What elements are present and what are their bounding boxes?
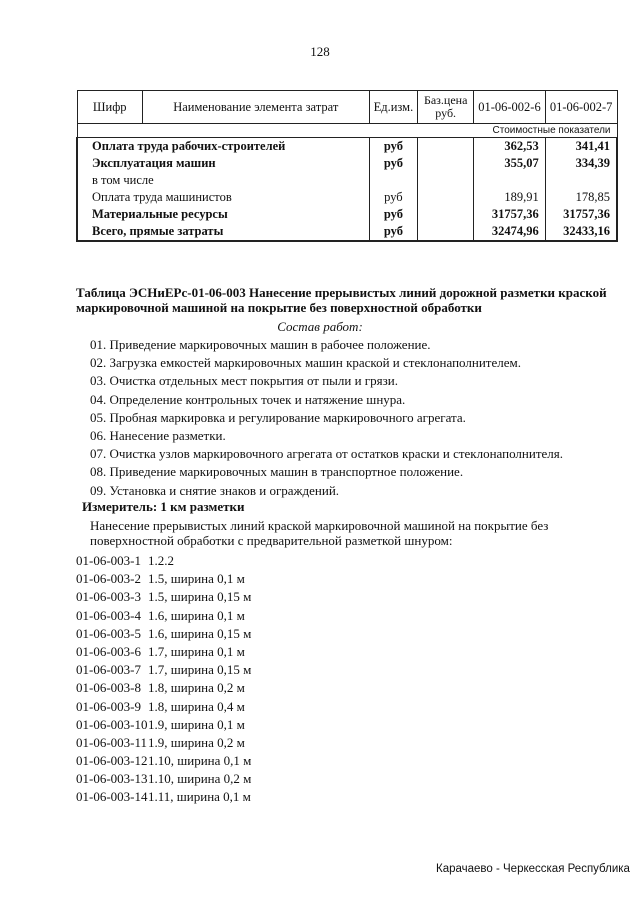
code-text: 1.10, ширина 0,2 м	[148, 771, 252, 787]
code-id: 01-06-003-3	[76, 589, 141, 605]
row-value-1: 31757,36	[474, 206, 546, 223]
row-value-2: 32433,16	[545, 223, 617, 241]
header-base-price-line1: Баз.цена	[423, 93, 468, 107]
header-base-price	[418, 91, 474, 124]
code-id: 01-06-003-4	[76, 607, 141, 623]
work-item: 04. Определение контрольных точек и натяжение шнура.	[90, 391, 406, 407]
cost-table	[76, 90, 618, 242]
code-id: 01-06-003-9	[76, 698, 141, 714]
code-row	[76, 788, 251, 806]
code-row	[76, 679, 251, 697]
cost-table-body	[77, 138, 617, 242]
row-name: Всего, прямые затраты	[77, 223, 369, 241]
code-text: 1.6, ширина 0,1 м	[148, 607, 245, 623]
row-value-1: 362,53	[474, 138, 546, 156]
row-value-2	[545, 172, 617, 189]
code-row	[76, 552, 251, 570]
row-unit: руб	[369, 189, 418, 206]
code-text: 1.7, ширина 0,1 м	[148, 643, 245, 659]
row-value-1	[474, 172, 546, 189]
measure: Измеритель: 1 км разметки	[82, 499, 245, 514]
code-id: 01-06-003-5	[76, 625, 141, 641]
section-title: Таблица ЭСНиЕРс-01-06-003 Нанесение прерывистых линий дорожной разметки краской маркировочной машиной на покрытие без поверхностной обработки	[76, 285, 607, 315]
row-value-2: 178,85	[545, 189, 617, 206]
row-base-price	[418, 206, 474, 223]
code-id: 01-06-003-6	[76, 643, 141, 659]
work-item: 02. Загрузка емкостей маркировочных машин краской и стеклонаполнителем.	[90, 355, 521, 371]
code-row	[76, 734, 251, 752]
row-value-2: 334,39	[545, 155, 617, 172]
code-row	[76, 625, 251, 643]
work-item: 07. Очистка узлов маркировочного агрегата от остатков краски и стеклонаполнителя.	[90, 446, 564, 462]
code-id: 01-06-003-14	[76, 789, 148, 805]
work-item: 03. Очистка отдельных мест покрытия от пыли и грязи.	[90, 373, 398, 389]
code-row	[76, 698, 251, 716]
code-text: 1.11, ширина 0,1 м	[148, 789, 251, 805]
code-text: 1.7, ширина 0,15 м	[148, 662, 252, 678]
row-unit	[369, 172, 418, 189]
row-unit: руб	[369, 138, 418, 156]
code-row	[76, 752, 251, 770]
table-row	[77, 155, 617, 172]
row-name: Материальные ресурсы	[77, 206, 369, 223]
work-item: 09. Установка и снятие знаков и ограждений.	[90, 482, 340, 498]
code-row	[76, 607, 251, 625]
codes-list	[76, 552, 251, 807]
code-row	[76, 643, 251, 661]
code-row	[76, 716, 251, 734]
code-id: 01-06-003-13	[76, 771, 148, 787]
code-text: 1.10, ширина 0,1 м	[148, 753, 252, 769]
table-subheader: Стоимостные показатели	[77, 124, 617, 138]
works-list	[90, 336, 620, 500]
row-name: Оплата труда машинистов	[77, 189, 369, 206]
table-row	[77, 223, 617, 241]
table-row	[77, 206, 617, 223]
code-text: 1.2.2	[148, 553, 174, 568]
section-subtitle: Состав работ:	[277, 319, 363, 334]
header-col2: 01-06-002-7	[545, 91, 617, 124]
code-text: 1.8, ширина 0,2 м	[148, 680, 245, 696]
work-item: 08. Приведение маркировочных машин в транспортное положение.	[90, 464, 464, 480]
header-col1: 01-06-002-6	[474, 91, 546, 124]
code-row	[76, 661, 251, 679]
code-text: 1.9, ширина 0,2 м	[148, 734, 245, 750]
row-name: Оплата труда рабочих-строителей	[77, 138, 369, 156]
code-id: 01-06-003-7	[76, 662, 141, 678]
row-value-2: 341,41	[545, 138, 617, 156]
row-base-price	[418, 189, 474, 206]
code-id: 01-06-003-1	[76, 553, 141, 568]
row-unit: руб	[369, 206, 418, 223]
table-row	[77, 189, 617, 206]
header-code: Шифр	[77, 91, 142, 124]
row-base-price	[418, 223, 474, 241]
code-text: 1.8, ширина 0,4 м	[148, 698, 245, 714]
row-name: Эксплуатация машин	[77, 155, 369, 172]
work-item: 01. Приведение маркировочных машин в рабочее положение.	[90, 337, 431, 352]
row-base-price	[418, 155, 474, 172]
description: Нанесение прерывистых линий краской маркировочной машиной на покрытие без поверхностной обработки с предварительной разметкой шнуром:	[90, 518, 549, 548]
row-name: в том числе	[77, 172, 369, 189]
header-unit: Ед.изм.	[369, 91, 418, 124]
row-base-price	[418, 172, 474, 189]
code-id: 01-06-003-11	[76, 734, 148, 750]
code-id: 01-06-003-2	[76, 571, 141, 587]
work-item: 06. Нанесение разметки.	[90, 427, 226, 443]
code-text: 1.6, ширина 0,15 м	[148, 625, 252, 641]
table-row	[77, 138, 617, 156]
table-row	[77, 172, 617, 189]
row-value-1: 355,07	[474, 155, 546, 172]
code-id: 01-06-003-8	[76, 680, 141, 696]
header-name: Наименование элемента затрат	[142, 91, 369, 124]
code-row	[76, 770, 251, 788]
row-value-1: 189,91	[474, 189, 546, 206]
page-number: 128	[310, 44, 330, 59]
work-item: 05. Пробная маркировка и регулирование маркировочного агрегата.	[90, 409, 466, 425]
code-row	[76, 588, 251, 606]
row-value-2: 31757,36	[545, 206, 617, 223]
code-id: 01-06-003-12	[76, 753, 148, 769]
row-unit: руб	[369, 155, 418, 172]
code-text: 1.9, ширина 0,1 м	[148, 716, 245, 732]
code-row	[76, 570, 251, 588]
header-base-price-line2: руб.	[435, 106, 457, 120]
code-text: 1.5, ширина 0,1 м	[148, 571, 245, 587]
row-value-1: 32474,96	[474, 223, 546, 241]
code-text: 1.5, ширина 0,15 м	[148, 589, 252, 605]
row-unit: руб	[369, 223, 418, 241]
footer: Карачаево - Черкесская Республика	[436, 863, 630, 875]
row-base-price	[418, 138, 474, 156]
code-id: 01-06-003-10	[76, 716, 148, 732]
